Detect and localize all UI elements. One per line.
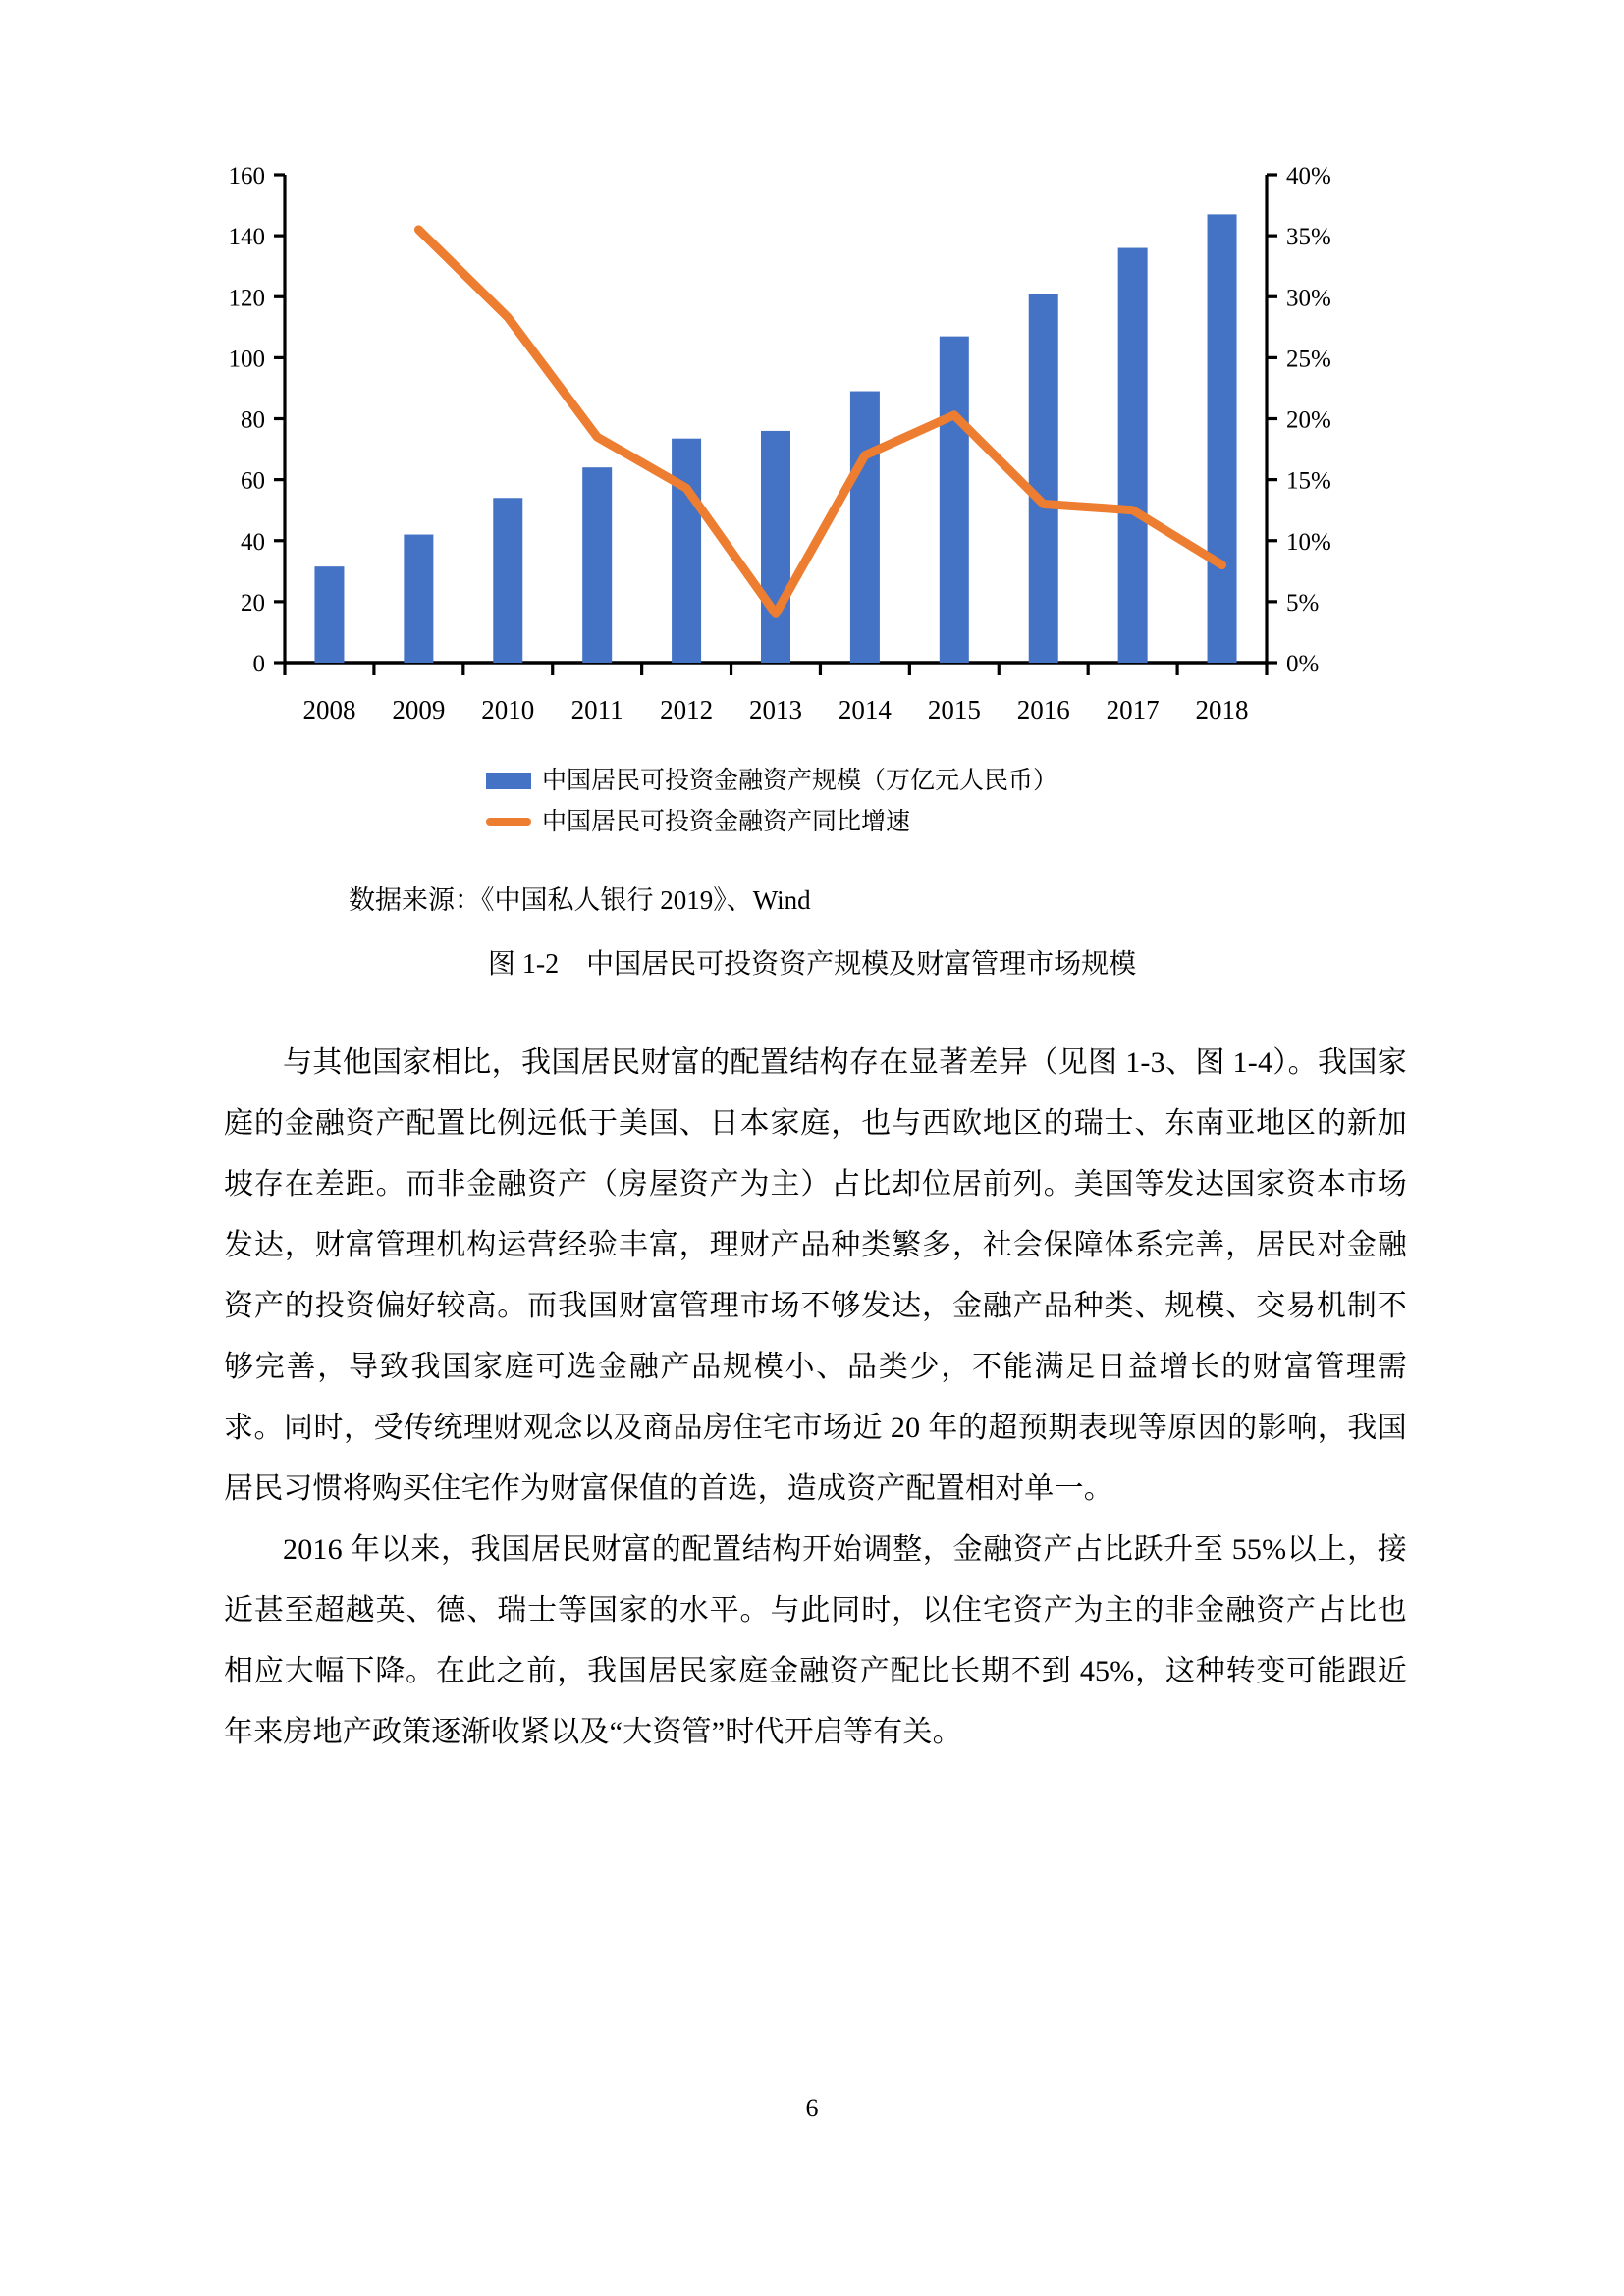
- x-axis-category-label: 2018: [1195, 695, 1249, 724]
- bar: [404, 535, 433, 663]
- right-axis-tick-label: 25%: [1286, 346, 1331, 373]
- left-axis-tick-label: 120: [228, 285, 265, 312]
- right-axis-tick-label: 35%: [1286, 224, 1331, 251]
- x-axis-category-label: 2013: [749, 695, 802, 724]
- paragraph-1: 与其他国家相比，我国居民财富的配置结构存在显著差异（见图 1-3、图 1-4）。我国家庭的金融资产配置比例远低于美国、日本家庭，也与西欧地区的瑞士、东南亚地区的新加坡存在差距。而非金融资产（房屋资产为主）占比却位居前列。美国等发达国家资本市场发达，财富管理机构运营经验丰富，理财产品种类繁多，社会保障体系完善，居民对金融资产的投资偏好较高。而我国财富管理市场不够发达，金融产品种类、规模、交易机制不够完善，导致我国家庭可选金融产品规模小、品类少，不能满足日益增长的财富管理需求。同时，受传统理财观念以及商品房住宅市场近 20 年的超预期表现等原因的影响，我国居民习惯将购买住宅作为财富保值的首选，造成资产配置相对单一。: [224, 1046, 1407, 1505]
- growth-rate-line: [418, 230, 1221, 614]
- bar: [850, 392, 880, 663]
- right-axis-tick-label: 20%: [1286, 406, 1331, 434]
- left-axis-tick-label: 0: [252, 651, 265, 677]
- x-axis-category-label: 2010: [481, 695, 535, 724]
- legend-item-bar-series: [486, 760, 1057, 801]
- left-axis-tick-label: 20: [241, 589, 265, 616]
- chart-canvas: [191, 147, 1429, 756]
- page-number: 6: [805, 2094, 819, 2122]
- bar: [314, 566, 344, 663]
- x-axis-category-label: 2016: [1016, 695, 1070, 724]
- bar: [1029, 294, 1058, 663]
- left-axis-tick-label: 140: [228, 224, 265, 251]
- combo-chart: [191, 147, 1429, 756]
- left-axis-tick-label: 100: [228, 346, 265, 373]
- right-axis-tick-label: 40%: [1286, 163, 1331, 189]
- left-axis-tick-label: 160: [228, 163, 265, 189]
- figure-1-2: [191, 147, 1429, 842]
- right-axis-tick-label: 30%: [1286, 285, 1331, 312]
- x-axis-category-label: 2008: [302, 695, 356, 724]
- figure-caption: 图 1-2 中国居民可投资资产规模及财富管理市场规模: [487, 949, 1137, 980]
- chart-legend: [191, 760, 1429, 842]
- bar: [582, 467, 612, 663]
- x-axis-category-label: 2012: [660, 695, 714, 724]
- x-axis-category-label: 2015: [927, 695, 981, 724]
- bar: [1208, 214, 1237, 663]
- x-axis-category-label: 2017: [1106, 695, 1160, 724]
- x-axis-category-label: 2011: [570, 695, 623, 724]
- left-axis-tick-label: 80: [241, 406, 265, 434]
- legend-label-line-series: 中国居民可投资金融资产同比增速: [542, 807, 911, 835]
- bar: [940, 337, 969, 663]
- body-text-block: [224, 1033, 1407, 1763]
- figure-source: 数据来源：《中国私人银行 2019》、Wind: [349, 885, 811, 915]
- bar: [493, 498, 522, 663]
- legend-label-bar-series: 中国居民可投资金融资产规模（万亿元人民币）: [542, 766, 1058, 794]
- bar: [1118, 248, 1148, 663]
- right-axis-tick-label: 5%: [1286, 589, 1320, 616]
- legend-item-line-series: [486, 801, 910, 842]
- legend-line-swatch-icon: [486, 818, 531, 826]
- left-axis-tick-label: 40: [241, 528, 265, 556]
- right-axis-tick-label: 15%: [1286, 467, 1331, 495]
- x-axis-category-label: 2009: [392, 695, 446, 724]
- right-axis-tick-label: 10%: [1286, 528, 1331, 556]
- left-axis-tick-label: 60: [241, 467, 265, 495]
- right-axis-tick-label: 0%: [1286, 651, 1320, 677]
- legend-bar-swatch-icon: [486, 773, 531, 789]
- bar: [672, 439, 701, 663]
- bar: [761, 431, 790, 663]
- x-axis-category-label: 2014: [838, 695, 892, 724]
- paragraph-2: 2016 年以来，我国居民财富的配置结构开始调整，金融资产占比跃升至 55%以上，接近甚至超越英、德、瑞士等国家的水平。与此同时，以住宅资产为主的非金融资产占比也相应大幅下降。在此之前，我国居民家庭金融资产配比长期不到 45%，这种转变可能跟近年来房地产政策逐渐收紧以及“大资管”时代开启等有关。: [224, 1533, 1407, 1748]
